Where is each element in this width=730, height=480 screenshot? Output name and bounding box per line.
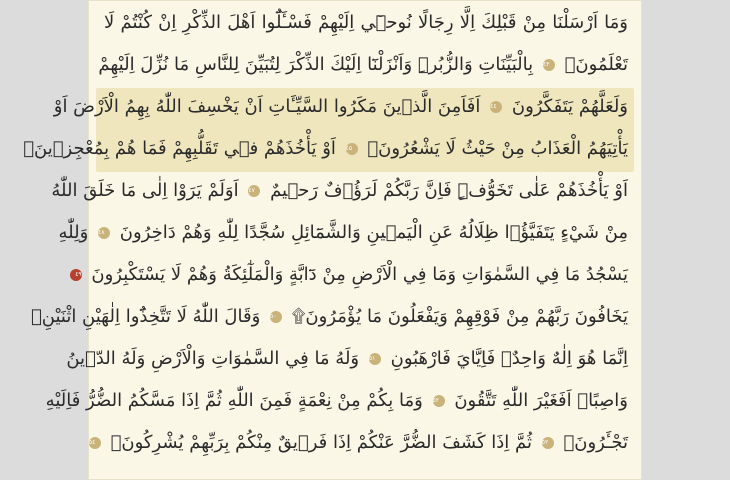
verse-end-marker[interactable]: ٤٤ xyxy=(490,101,502,113)
verse-end-marker-sajda[interactable]: ٤٩ xyxy=(70,269,82,281)
verse-text: مِنْ شَيْءٍ يَتَفَيَّؤُ۬ا ظِلَالُهُ عَنِ الْيَم۪ينِ وَالشَّمَٓائِلِ سُجَّدًا لِلّٰهِ وَهُمْ دَاخِرُونَ xyxy=(119,222,628,243)
mushaf-page[interactable] xyxy=(23,0,642,480)
verse-text: وَلَهُ مَا فِي السَّمٰوَاتِ وَالْاَرْضِ وَلَهُ الدّ۪ينُ xyxy=(66,348,360,369)
verse-text: اِنَّمَا هُوَ اِلٰهٌ وَاحِدٌۚ فَاِيَّايَ فَارْهَبُونِ xyxy=(390,348,628,369)
text-line-4 xyxy=(23,128,628,170)
verse-text: وَمَا بِكُمْ مِنْ نِعْمَةٍ فَمِنَ اللّٰهِ ثُمَّ اِذَا مَسَّكُمُ الضُّرُّ فَاِلَيْهِ xyxy=(45,390,423,411)
verse-end-marker[interactable]: ٥٣ xyxy=(542,437,554,449)
verse-text: يَأْتِيَهُمُ الْعَذَابُ مِنْ حَيْثُ لَا يَشْعُرُونَۙ xyxy=(367,138,628,159)
verse-text: يَخَافُونَ رَبَّهُمْ مِنْ فَوْقِهِمْ وَيَفْعَلُونَ مَا يُؤْمَرُونَ۩ xyxy=(291,306,628,327)
text-line-7 xyxy=(75,254,628,296)
verse-text: اَوْ يَأْخُذَهُمْ ف۪ي تَقَلُّبِهِمْ فَمَا هُمْ بِمُعْجِز۪ينَۙ xyxy=(23,138,336,159)
text-line-5 xyxy=(51,170,628,212)
verse-text: بِالْبَيِّنَاتِ وَالزُّبُرِۜ وَاَنْزَلْنَٓا اِلَيْكَ الذِّكْرَ لِتُبَيِّنَ لِلنَّاسِ مَا نُزِّلَ اِلَيْهِمْ xyxy=(98,54,534,75)
verse-end-marker[interactable]: ٥٠ xyxy=(270,311,282,323)
text-line-11 xyxy=(88,422,628,464)
verse-end-marker[interactable]: ٥١ xyxy=(369,353,381,365)
right-margin xyxy=(642,0,730,480)
verse-text: تَعْلَمُونَۙ xyxy=(564,54,628,75)
verse-end-marker[interactable]: ٤٧ xyxy=(248,185,260,197)
verse-end-marker[interactable]: ٤٨ xyxy=(98,227,110,239)
verse-text: وَاصِبًاۜ اَفَغَيْرَ اللّٰهِ تَتَّقُونَ xyxy=(454,390,628,411)
verse-text: اَفَاَمِنَ الَّذ۪ينَ مَكَرُوا السَّيِّـَٔاتِ اَنْ يَخْسِفَ اللّٰهُ بِهِمُ الْاَرْضَ اَوْ xyxy=(53,96,481,117)
text-line-10 xyxy=(45,380,628,422)
verse-end-marker[interactable]: ٤٥ xyxy=(346,143,358,155)
verse-end-marker[interactable]: ٥٢ xyxy=(433,395,445,407)
verse-text: اَوَلَمْ يَرَوْا اِلٰى مَا خَلَقَ اللّٰهُ xyxy=(51,180,239,201)
verse-text: وَقَالَ اللّٰهُ لَا تَتَّخِذُٓوا اِلٰهَيْنِ اثْنَيْنِۚ xyxy=(30,306,261,327)
verse-text: وَلِلّٰهِ xyxy=(58,222,89,243)
verse-end-marker[interactable]: ٤٣ xyxy=(543,59,555,71)
verse-text: وَمَا اَرْسَلْنَا مِنْ قَبْلِكَ اِلَّا رِجَالًا نُوح۪ٓي اِلَيْهِمْ فَسْـَٔلُٓوا اَهْلَ الذِّكْرِ اِنْ كُنْتُمْ لَا xyxy=(104,12,628,33)
text-line-3 xyxy=(53,86,628,128)
verse-end-marker[interactable]: ٥٤ xyxy=(89,437,101,449)
verse-text: ثُمَّ اِذَا كَشَفَ الضُّرَّ عَنْكُمْ اِذَا فَر۪يقٌ مِنْكُمْ بِرَبِّهِمْ يُشْرِكُونَۙ xyxy=(110,432,532,453)
verse-text: وَلَعَلَّهُمْ يَتَفَكَّرُونَ xyxy=(511,96,628,117)
verse-text: تَجْـَٔرُونَۚ xyxy=(563,432,628,453)
verse-text: يَسْجُدُ مَا فِي السَّمٰوَاتِ وَمَا فِي الْاَرْضِ مِنْ دَٓابَّةٍ وَالْمَلٰٓئِكَةُ وَهُمْ لَا يَسْتَكْبِرُونَ xyxy=(91,264,628,285)
text-line-9 xyxy=(66,338,628,380)
text-line-1 xyxy=(104,2,628,44)
text-line-2 xyxy=(98,44,628,86)
verse-text: اَوْ يَأْخُذَهُمْ عَلٰى تَخَوُّفٍۜ فَاِنَّ رَبَّكُمْ لَرَؤُ۫فٌ رَح۪يمٌ xyxy=(270,180,628,201)
text-line-6 xyxy=(58,212,628,254)
text-line-8 xyxy=(30,296,628,338)
